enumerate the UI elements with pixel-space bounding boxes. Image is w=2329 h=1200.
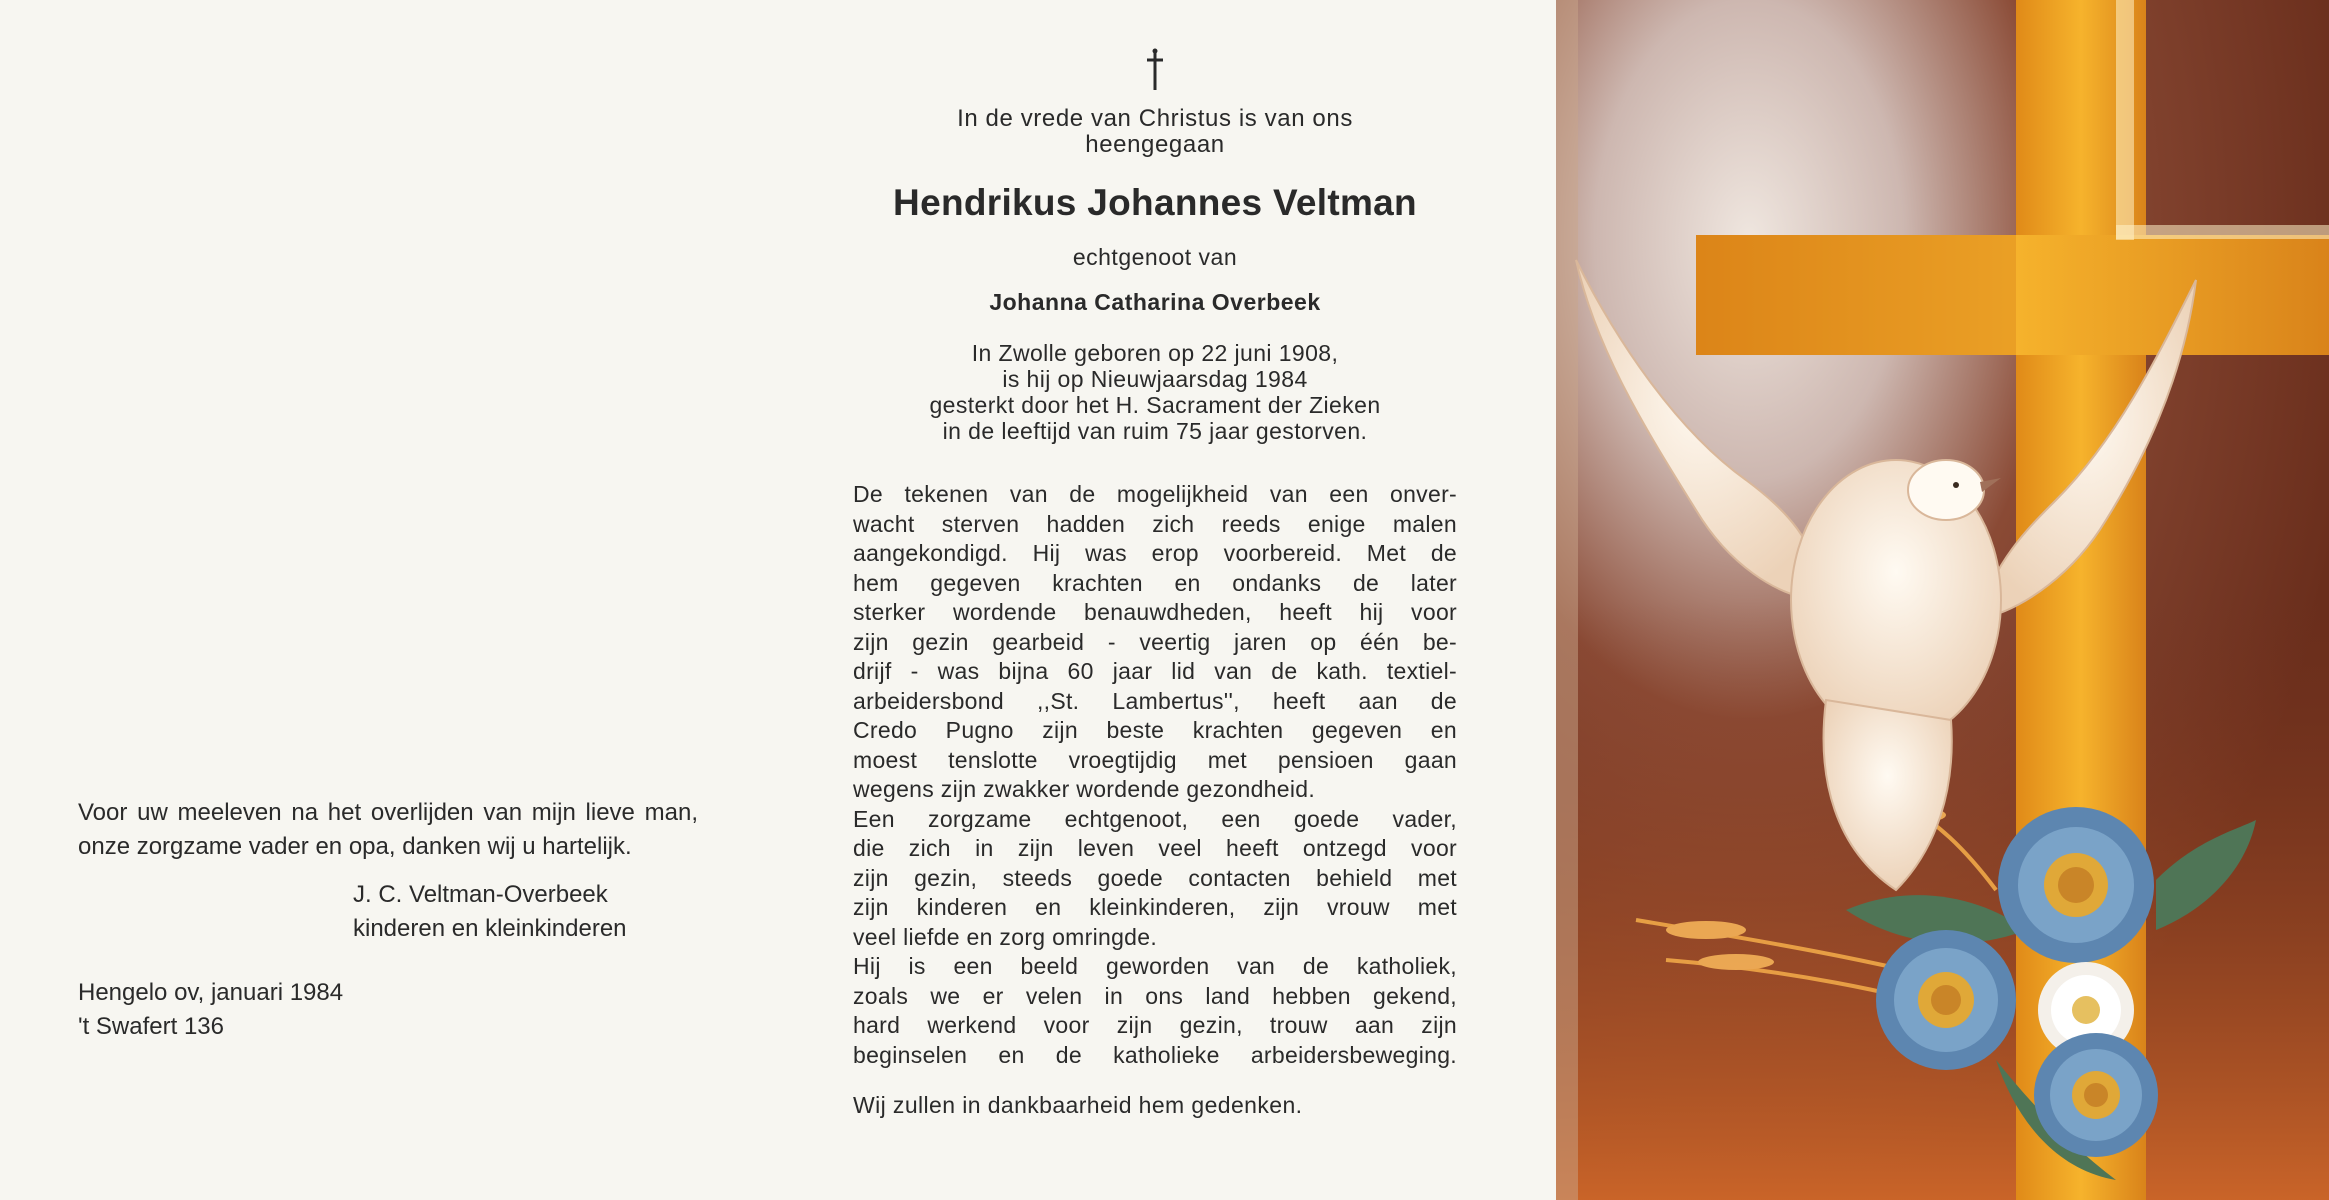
biography-line: die zich in zijn leven veel heeft ontzegd voor — [853, 835, 1457, 861]
biography-line: wegens zijn zwakker wordende gezondheid. — [853, 776, 1316, 802]
biography-line: zijn gezin gearbeid - veertig jaren op één be- — [853, 628, 1457, 655]
biography-line: De tekenen van de mogelijkheid van een onver- — [853, 481, 1457, 507]
biography-line: aangekondigd. Hij was erop voorbereid. Met de — [853, 540, 1457, 566]
intro-line-2: heengegaan — [1085, 131, 1225, 158]
birth-line: is hij op Nieuwjaarsdag 1984 — [1002, 366, 1308, 392]
place-date: Hengelo ov, januari 1984 — [78, 979, 344, 1006]
intro-text — [853, 106, 1457, 158]
birth-line: gesterkt door het H. Sacrament der Zieken — [929, 392, 1381, 418]
thank-you-panel — [78, 796, 698, 1044]
biography-line: zijn gezin, steeds goede contacten behield met — [853, 864, 1457, 891]
biography-line: zoals we er velen in ons land hebben gekend, — [853, 982, 1457, 1009]
biography-line: zijn kinderen en kleinkinderen, zijn vrouw met — [853, 894, 1457, 920]
biography-line: Credo Pugno zijn beste krachten gegeven en — [853, 717, 1457, 743]
biography-line: arbeidersbond ,,St. Lambertus'', heeft aan de — [853, 687, 1457, 714]
biography-line: hem gegeven krachten en ondanks de later — [853, 569, 1457, 596]
biography-line: sterker wordende benauwdheden, heeft hij voor — [853, 599, 1457, 625]
biography-line: Hij is een beeld geworden van de katholiek, — [853, 953, 1457, 979]
biography-line: moest tenslotte vroegtijdig met pensioen gaan — [853, 746, 1457, 773]
obituary-panel — [853, 46, 1457, 1119]
signature-name: J. C. Veltman-Overbeek — [353, 881, 608, 908]
biography-line: Een zorgzame echtgenoot, een goede vader, — [853, 805, 1457, 832]
intro-line-1: In de vrede van Christus is van ons — [957, 105, 1353, 132]
biography-line: beginselen en de katholieke arbeidersbeweging. — [853, 1041, 1457, 1068]
spouse-name: Johanna Catharina Overbeek — [989, 289, 1321, 315]
biography-line: hard werkend voor zijn gezin, trouw aan zijn — [853, 1012, 1457, 1038]
signature-family: kinderen en kleinkinderen — [353, 915, 627, 942]
spouse-label: echtgenoot van — [1072, 244, 1238, 270]
biography-text — [853, 480, 1457, 1070]
thank-you-text: Voor uw meeleven na het overlijden van mijn lieve man, onze zorgzame vader en opa, danken wij u hartelijk. — [78, 799, 698, 860]
birth-line: In Zwolle geboren op 22 juni 1908, — [971, 340, 1339, 366]
birth-death-text — [853, 340, 1457, 444]
signature-block — [353, 878, 698, 946]
deceased-name: Hendrikus Johannes Veltman — [893, 182, 1417, 223]
cross-icon — [853, 46, 1457, 106]
biography-line: drijf - was bijna 60 jaar lid van de kath. textiel- — [853, 658, 1457, 684]
street-address: 't Swafert 136 — [78, 1013, 224, 1040]
biography-line: veel liefde en zorg omringde. — [853, 923, 1158, 950]
biography-line: wacht sterven hadden zich reeds enige malen — [853, 510, 1457, 537]
closing-text: Wij zullen in dankbaarheid hem gedenken. — [853, 1092, 1303, 1118]
birth-line: in de leeftijd van ruim 75 jaar gestorven. — [942, 418, 1368, 444]
dove-cross-painting — [1556, 0, 2329, 1200]
address-block — [78, 976, 698, 1044]
